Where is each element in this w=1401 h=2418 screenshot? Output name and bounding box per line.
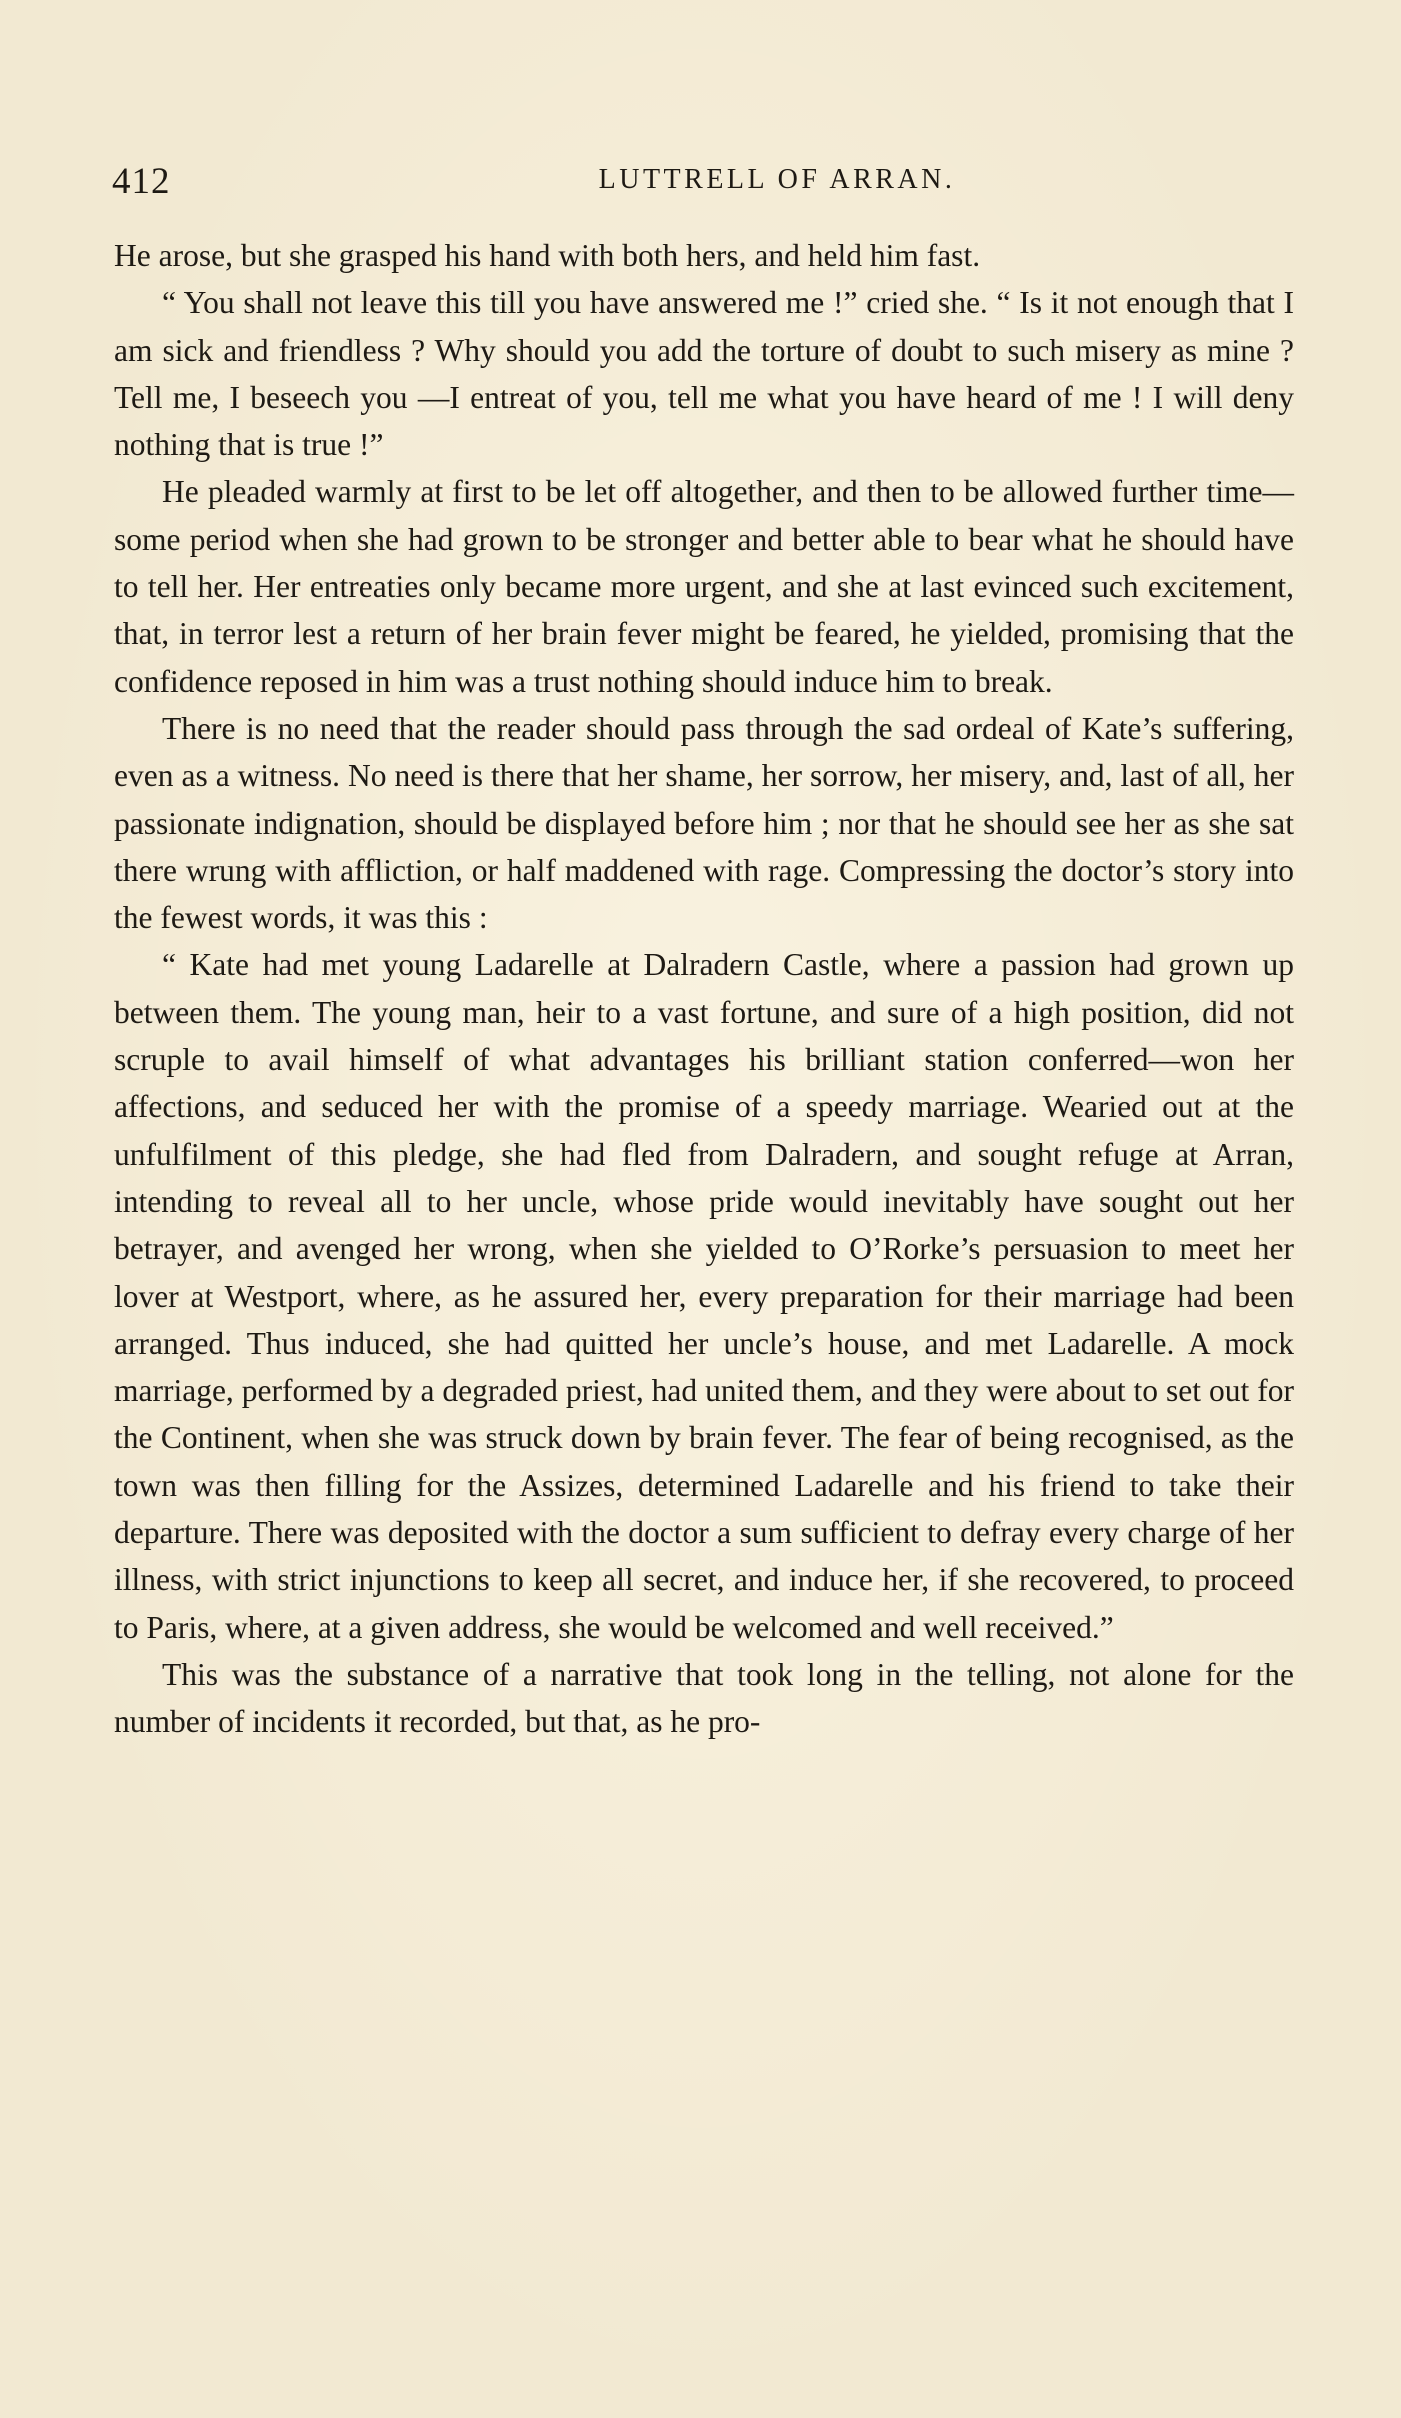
paragraph: “ Kate had met young Ladarelle at Dalradern Castle, where a passion had grown up between them. The young man, heir to a vast fortune, and sure of a high position, did not scruple to avail himself of what advantages his brilliant station conferred—won her affections, and seduced her with the promise of a speedy marriage. Wearied out at the unfulfilment of this pledge, she had fled from Dalradern, and sought refuge at Arran, intending to reveal all to her uncle, whose pride would inevitably have sought out her betrayer, and avenged her wrong, when she yielded to O’Rorke’s persuasion to meet her lover at Westport, where, as he assured her, every preparation for their marriage had been arranged. Thus induced, she had quitted her uncle’s house, and met Ladarelle. A mock marriage, performed by a degraded priest, had united them, and they were about to set out for the Continent, when she was struck down by brain fever. The fear of being recognised, as the town was then filling for the Assizes, determined Ladarelle and his friend to take their departure. There was deposited with the doctor a sum sufficient to defray every charge of her illness, with strict injunctions to keep all secret, and induce her, if she recovered, to proceed to Paris, where, at a given address, she would be welcomed and well received.” — [114, 947, 1294, 1645]
paragraph: He pleaded warmly at first to be let off altogether, and then to be allowed further time—some period when she had grown to be stronger and better able to bear what he should have to tell her. Her entreaties only became more urgent, and she at last evinced such excitement, that, in terror lest a return of her brain fever might be feared, he yielded, promising that the confidence reposed in him was a trust nothing should induce him to break. — [114, 474, 1294, 699]
page-header — [112, 160, 1292, 210]
paragraph: He arose, but she grasped his hand with both hers, and held him fast. — [114, 238, 981, 273]
paragraph: This was the substance of a narrative that took long in the telling, not alone for the number of incidents it recorded, but that, as he pro- — [114, 1656, 1294, 1740]
paragraph: “ You shall not leave this till you have answered me !” cried she. “ Is it not enough that I am sick and friendless ? Why should you add the torture of doubt to such misery as mine ? Tell me, I beseech you —I entreat of you, tell me what you have heard of me ! I will deny nothing that is true !” — [114, 285, 1294, 463]
body-text — [114, 232, 1294, 1746]
running-head: LUTTRELL OF ARRAN. — [598, 164, 956, 195]
paragraph: There is no need that the reader should pass through the sad ordeal of Kate’s suffering, even as a witness. No need is there that her shame, her sorrow, her misery, and, last of all, her passionate indignation, should be displayed before him ; nor that he should see her as she sat there wrung with affliction, or half maddened with rage. Compressing the doctor’s story into the fewest words, it was this : — [114, 710, 1294, 936]
page-number: 412 — [112, 161, 171, 202]
